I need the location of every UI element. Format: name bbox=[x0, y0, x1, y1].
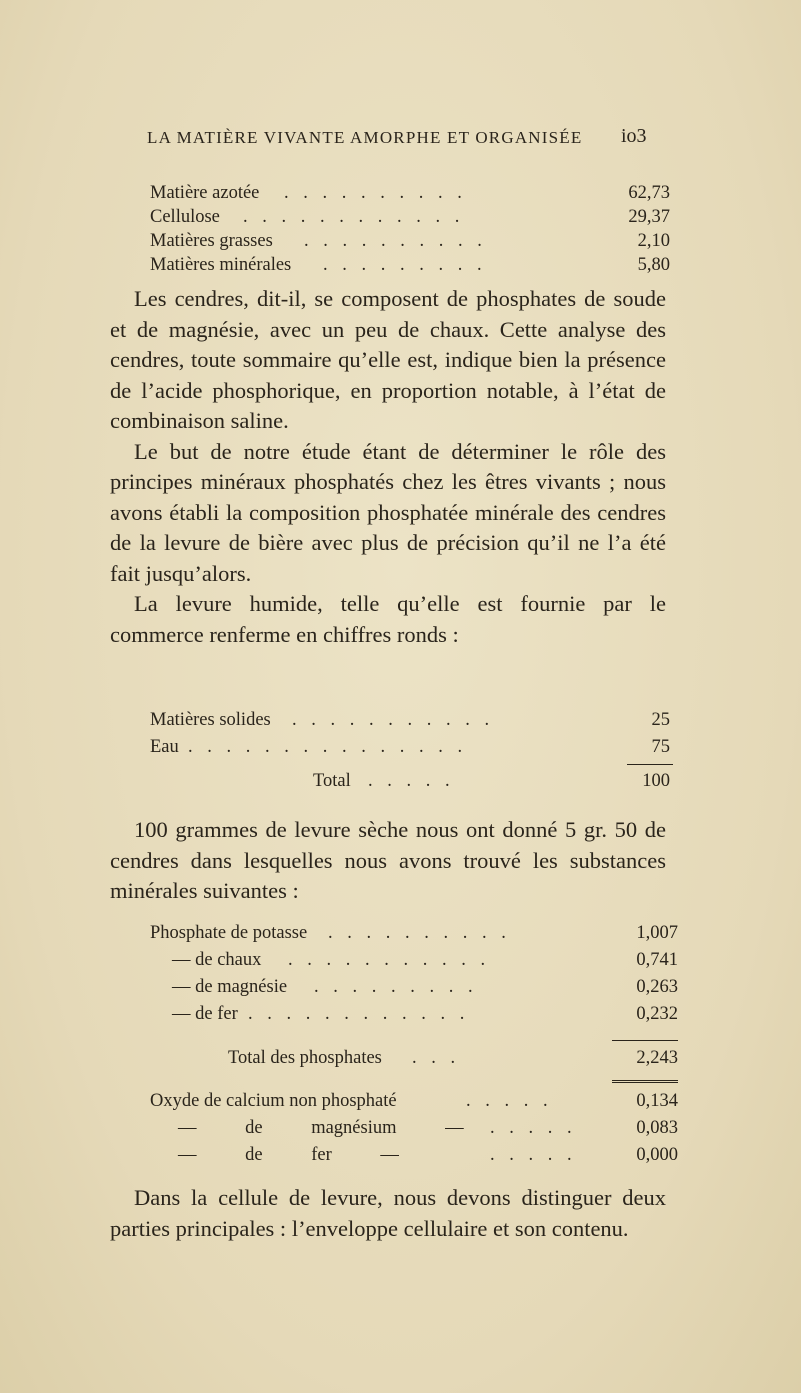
double-rule bbox=[612, 1080, 678, 1086]
phosphates-total bbox=[150, 1048, 678, 1072]
body-text-2 bbox=[110, 815, 666, 907]
total-row: Total des phosphates . . . 2,243 bbox=[228, 1048, 678, 1068]
total-row: Total . . . . . 100 bbox=[313, 771, 670, 791]
sum-rule bbox=[627, 764, 673, 765]
table-row: — de magnésium — . . . . . 0,083 bbox=[178, 1118, 678, 1138]
paragraph: Le but de notre étude étant de déterminer le rôle des principes minéraux phosphatés chez les êtres vivants ; nous avons établi la composition phosphatée minérale des cendres de la levure de bière avec plus de précision qu’il ne l’a été fait jusqu’alors. bbox=[110, 438, 666, 586]
composition-table bbox=[150, 183, 670, 279]
table-row: Matières solides . . . . . . . . . . . 25 bbox=[150, 710, 670, 730]
levure-total bbox=[150, 771, 670, 795]
table-row: Eau . . . . . . . . . . . . . . . 75 bbox=[150, 737, 670, 757]
paragraph: Dans la cellule de levure, nous devons distinguer deux parties principales : l’enveloppe cellulaire et son contenu. bbox=[110, 1185, 666, 1241]
table-row: — de fer . . . . . . . . . . . . 0,232 bbox=[172, 1004, 678, 1024]
table-row: Matières grasses . . . . . . . . . . 2,10 bbox=[150, 231, 670, 251]
paragraph: 100 grammes de levure sèche nous ont donné 5 gr. 50 de cendres dans lesquelles nous avons trouvé les substances minérales suivantes : bbox=[110, 817, 666, 903]
header-title: LA MATIÈRE VIVANTE AMORPHE ET ORGANISÉE bbox=[147, 128, 583, 147]
page-number: io3 bbox=[621, 125, 647, 147]
table-row: — de magnésie . . . . . . . . . 0,263 bbox=[172, 977, 678, 997]
table-row: Cellulose . . . . . . . . . . . . 29,37 bbox=[150, 207, 670, 227]
levure-table bbox=[150, 710, 670, 764]
sum-rule bbox=[612, 1040, 678, 1041]
table-row: Phosphate de potasse . . . . . . . . . . 1,007 bbox=[150, 923, 678, 943]
table-row: Oxyde de calcium non phosphaté . . . . . 0,134 bbox=[150, 1091, 678, 1111]
table-row: Matière azotée . . . . . . . . . . 62,73 bbox=[150, 183, 670, 203]
paragraph: La levure humide, telle qu’elle est fournie par le commerce renferme en chiffres ronds : bbox=[110, 591, 666, 647]
body-text-1 bbox=[110, 284, 666, 650]
running-header bbox=[0, 125, 801, 158]
phosphates-table bbox=[150, 923, 678, 1031]
body-text-3 bbox=[110, 1183, 666, 1244]
table-row: — de chaux . . . . . . . . . . . 0,741 bbox=[172, 950, 678, 970]
oxydes-table bbox=[150, 1091, 678, 1172]
paragraph: Les cendres, dit-il, se composent de phosphates de soude et de magnésie, avec un peu de chaux. Cette analyse des cendres, toute sommaire qu’elle est, indique bien la présence de l’acide phosphorique, en proportion notable, à l’état de combinaison saline. bbox=[110, 286, 666, 433]
table-row: Matières minérales . . . . . . . . . 5,80 bbox=[150, 255, 670, 275]
table-row: — de fer — . . . . . 0,000 bbox=[178, 1145, 678, 1165]
